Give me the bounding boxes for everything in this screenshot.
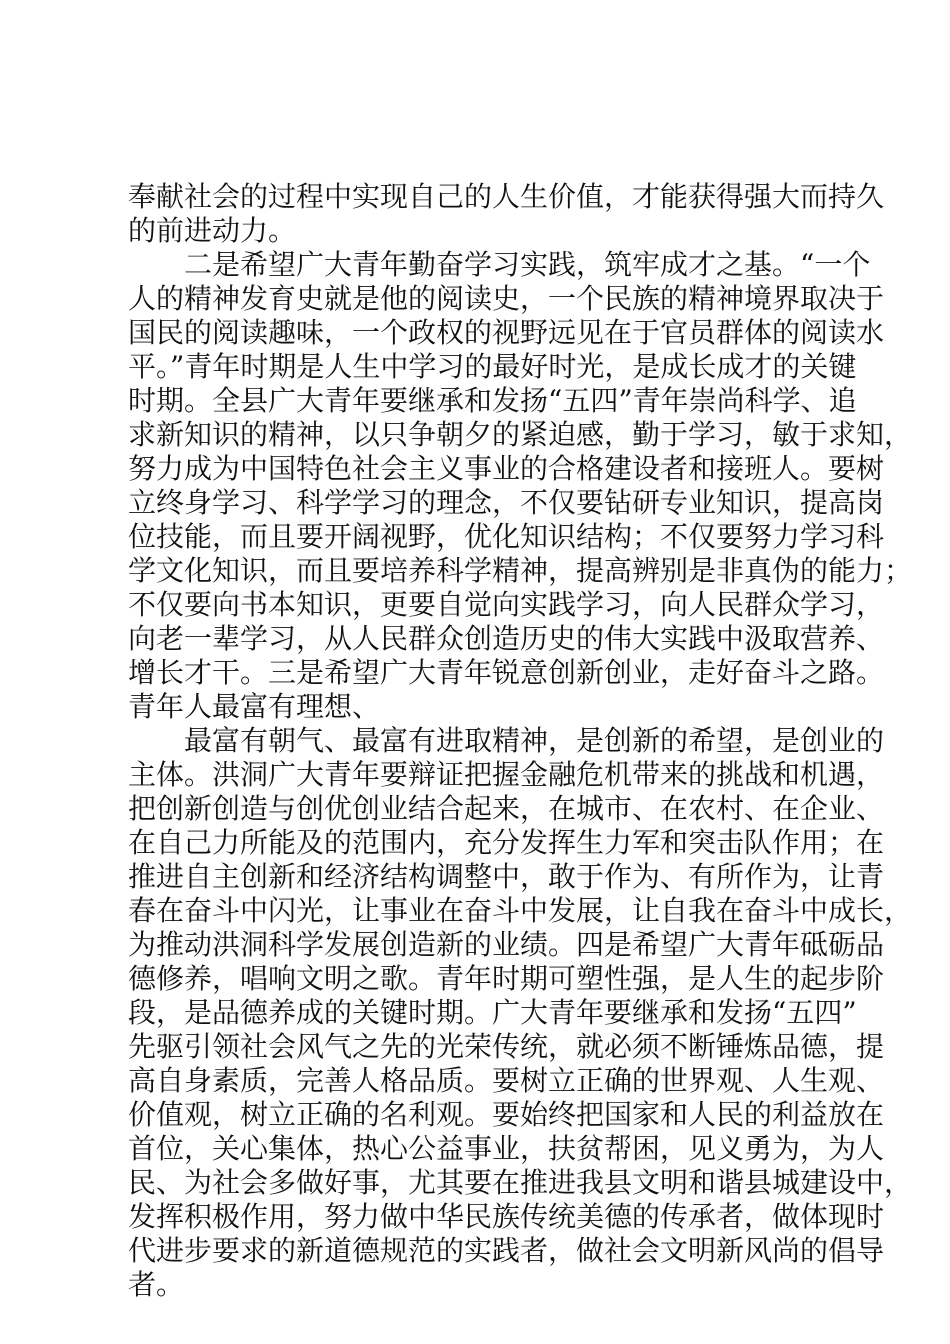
text-line: 努力成为中国特色社会主义事业的合格建设者和接班人。要树: [128, 452, 885, 485]
text-line: 发挥积极作用，努力做中华民族传统美德的传承者，做体现时: [128, 1200, 885, 1233]
text-line: 首位，关心集体，热心公益事业，扶贫帮困，见义勇为，为人: [128, 1132, 885, 1165]
text-line: 为推动洪洞科学发展创造新的业绩。四是希望广大青年砥砺品: [128, 928, 885, 961]
text-line: 国民的阅读趣味，一个政权的视野远见在于官员群体的阅读水: [128, 316, 885, 349]
text-line: 推进自主创新和经济结构调整中，敢于作为、有所作为，让青: [128, 860, 885, 893]
text-line: 人的精神发育史就是他的阅读史，一个民族的精神境界取决于: [128, 282, 885, 315]
body-text: [128, 180, 913, 1302]
text-line: 立终身学习、科学学习的理念，不仅要钻研专业知识，提高岗: [128, 486, 885, 519]
text-line: 春在奋斗中闪光，让事业在奋斗中发展，让自我在奋斗中成长，: [128, 894, 913, 927]
text-line: 奉献社会的过程中实现自己的人生价值，才能获得强大而持久: [128, 180, 885, 213]
text-line: 不仅要向书本知识，更要自觉向实践学习，向人民群众学习，: [128, 588, 885, 621]
text-line: 代进步要求的新道德规范的实践者，做社会文明新风尚的倡导: [128, 1234, 885, 1267]
text-line: 民、为社会多做好事，尤其要在推进我县文明和谐县城建设中，: [128, 1166, 913, 1199]
text-line: 学文化知识，而且要培养科学精神，提高辨别是非真伪的能力；: [128, 554, 913, 587]
text-line: 的前进动力。: [128, 214, 297, 247]
text-line: 向老一辈学习，从人民群众创造历史的伟大实践中汲取营养、: [128, 622, 885, 655]
text-line: 价值观，树立正确的名利观。要始终把国家和人民的利益放在: [128, 1098, 885, 1131]
text-line: 主体。洪洞广大青年要辩证把握金融危机带来的挑战和机遇，: [128, 758, 885, 791]
text-line: 二是希望广大青年勤奋学习实践，筑牢成才之基。“一个: [184, 248, 871, 281]
text-line: 德修养，唱响文明之歌。青年时期可塑性强，是人生的起步阶: [128, 962, 885, 995]
text-line: 先驱引领社会风气之先的光荣传统，就必须不断锤炼品德，提: [128, 1030, 885, 1063]
text-line: 青年人最富有理想、: [128, 690, 381, 723]
text-line: 把创新创造与创优创业结合起来，在城市、在农村、在企业、: [128, 792, 885, 825]
text-line: 时期。全县广大青年要继承和发扬“五四”青年崇尚科学、追: [128, 384, 857, 417]
text-line: 高自身素质，完善人格品质。要树立正确的世界观、人生观、: [128, 1064, 885, 1097]
text-line: 在自己力所能及的范围内，充分发挥生力军和突击队作用；在: [128, 826, 885, 859]
text-line: 求新知识的精神，以只争朝夕的紧迫感，勤于学习，敏于求知，: [128, 418, 913, 451]
text-line: 段，是品德养成的关键时期。广大青年要继承和发扬“五四”: [128, 996, 857, 1029]
text-line: 最富有朝气、最富有进取精神，是创新的希望，是创业的: [184, 724, 885, 757]
text-line: 增长才干。三是希望广大青年锐意创新创业，走好奋斗之路。: [128, 656, 885, 689]
text-line: 位技能，而且要开阔视野，优化知识结构；不仅要努力学习科: [128, 520, 885, 553]
text-line: 者。: [128, 1268, 185, 1301]
text-line: 平。”青年时期是人生中学习的最好时光，是成长成才的关键: [128, 350, 857, 383]
